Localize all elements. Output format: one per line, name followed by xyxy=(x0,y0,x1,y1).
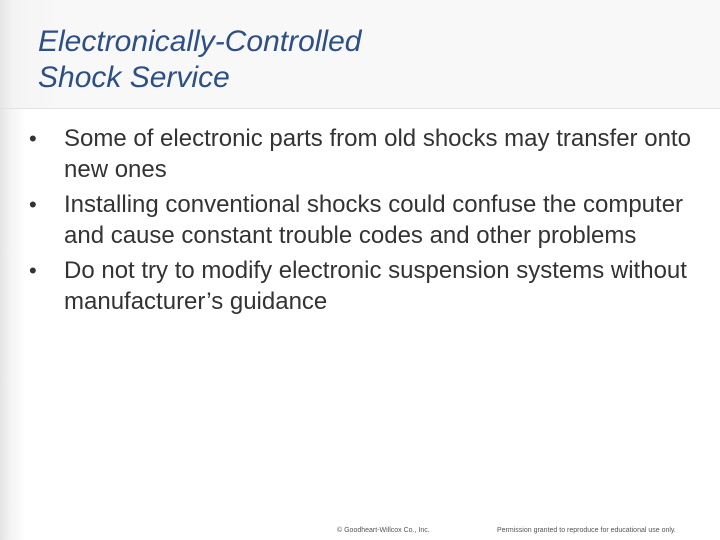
bullet-item xyxy=(26,255,706,317)
footer-copyright: © Goodheart-Willcox Co., Inc. xyxy=(337,527,430,534)
slide-title xyxy=(38,24,361,96)
slide-title-line-2: Shock Service xyxy=(38,61,230,94)
bullet-text: Installing conventional shocks could confuse the computer and cause constant trouble codes and other problems xyxy=(64,191,684,249)
bullet-item xyxy=(26,189,706,251)
bullet-item xyxy=(26,123,706,185)
bullet-text: Some of electronic parts from old shocks may transfer onto new ones xyxy=(64,125,691,183)
bullet-dot-icon: • xyxy=(29,126,37,151)
bullet-text: Do not try to modify electronic suspension systems without manufacturer’s guidance xyxy=(64,257,687,315)
slide-title-line-1: Electronically-Controlled xyxy=(38,25,362,58)
bullet-dot-icon: • xyxy=(29,192,37,217)
bullet-list xyxy=(26,123,706,321)
footer-permission: Permission granted to reproduce for educational use only. xyxy=(497,527,676,534)
title-band xyxy=(0,0,720,109)
bullet-dot-icon: • xyxy=(29,258,37,283)
